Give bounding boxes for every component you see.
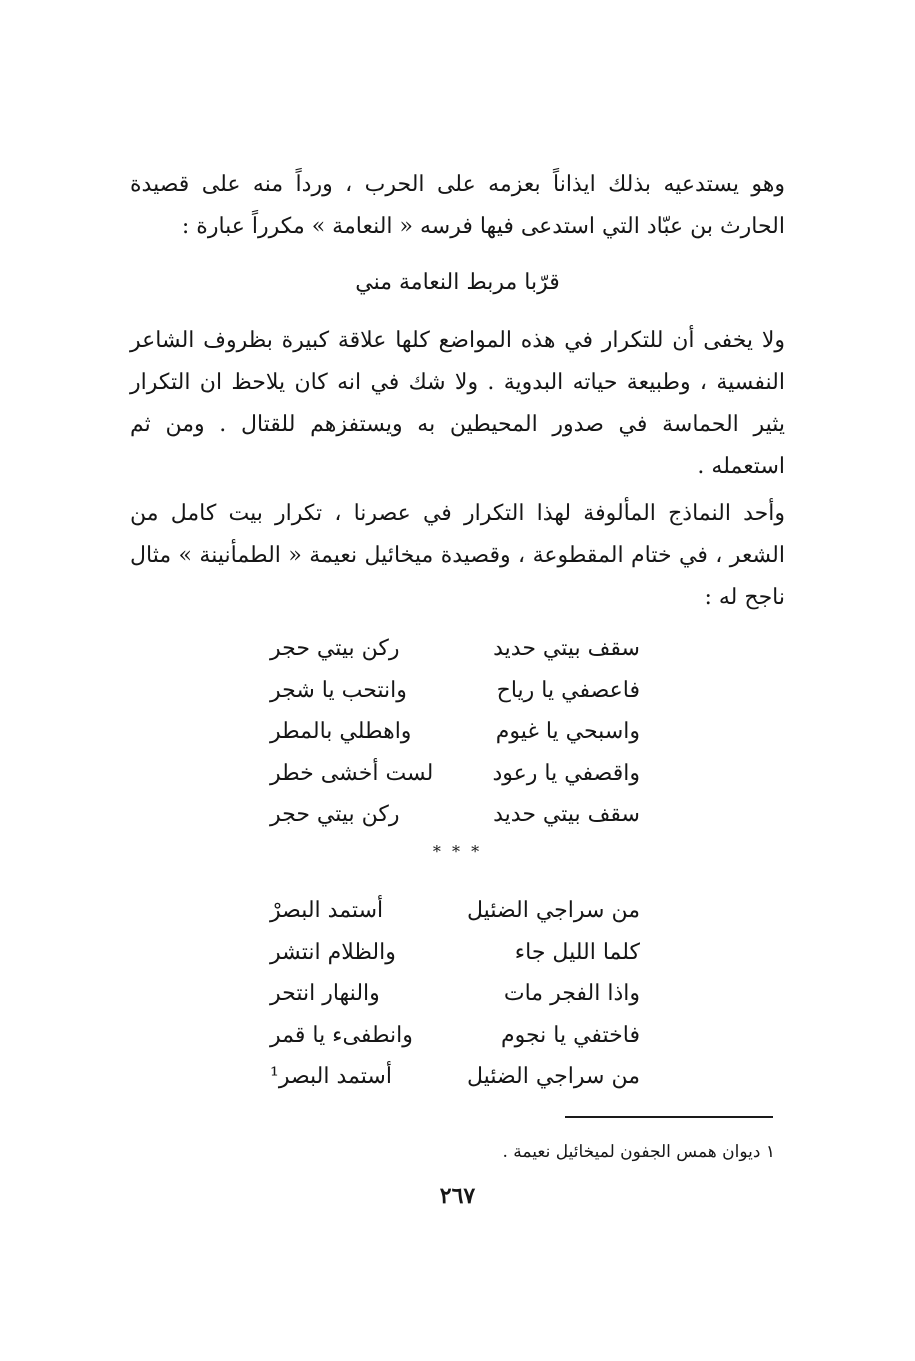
stanza-separator: * * *	[432, 842, 483, 861]
verse-second-hemistich: وانتحب يا شجر	[270, 677, 407, 703]
quoted-verse: قرّبا مربط النعامة مني	[355, 270, 560, 295]
footnote-divider	[565, 1116, 773, 1118]
verse-second-hemistich: وانطفىء يا قمر	[270, 1022, 413, 1048]
verse-first-hemistich: فاختفي يا نجوم	[500, 1022, 640, 1048]
poem-verse	[270, 753, 640, 795]
poem-stanza-2	[270, 890, 640, 1098]
verse-second-hemistich: والنهار انتحر	[270, 981, 380, 1006]
poem-verse	[270, 794, 640, 836]
paragraph-3: وأحد النماذج المألوفة لهذا التكرار في عصرنا ، تكرار بيت كامل من الشعر ، في ختام المقطوعة ، وقصيدة ميخائيل نعيمة « الطمأنينة » مثال ناجح له :	[130, 501, 785, 610]
page-number: ٢٦٧	[439, 1183, 476, 1209]
verse-first-hemistich: كلما الليل جاء	[514, 939, 640, 965]
verse-first-hemistich: واسبحي يا غيوم	[495, 719, 640, 744]
footnote: ١ ديوان همس الجفون لميخائيل نعيمة .	[502, 1142, 775, 1162]
poem-verse	[270, 1015, 640, 1057]
poem-verse	[270, 890, 640, 932]
paragraph-1: وهو يستدعيه بذلك ايذاناً بعزمه على الحرب ، ورداً منه على قصيدة الحارث بن عبّاد التي استدعى فيها فرسه « النعامة » مكرراً عبارة :	[130, 172, 785, 239]
poem-verse	[270, 628, 640, 670]
verse-second-hemistich: والظلام انتشر	[270, 939, 396, 965]
poem-verse	[270, 1056, 640, 1098]
poem-verse	[270, 670, 640, 712]
verse-first-hemistich: واقصفي يا رعود	[492, 760, 640, 786]
verse-second-hemistich: ركن بيتي حجر	[270, 636, 400, 661]
verse-first-hemistich: سقف بيتي حديد	[493, 636, 640, 661]
verse-first-hemistich: فاعصفي يا رياح	[496, 677, 640, 703]
verse-second-hemistich: ركن بيتي حجر	[270, 802, 400, 827]
verse-first-hemistich: واذا الفجر مات	[503, 981, 640, 1006]
poem-stanza-1	[270, 628, 640, 836]
verse-first-hemistich: من سراجي الضئيل	[467, 898, 640, 923]
verse-second-hemistich: أستمد البصر¹	[270, 1064, 392, 1089]
poem-verse	[270, 932, 640, 974]
verse-first-hemistich: من سراجي الضئيل	[467, 1064, 640, 1089]
verse-second-hemistich: أستمد البصرْ	[270, 898, 384, 923]
verse-first-hemistich: سقف بيتي حديد	[493, 802, 640, 827]
poem-verse	[270, 711, 640, 753]
paragraph-2: ولا يخفى أن للتكرار في هذه المواضع كلها علاقة كبيرة بظروف الشاعر النفسية ، وطبيعة حياته البدوية . ولا شك في انه كان يلاحظ ان التكرار يثير الحماسة في صدور المحيطين به ويستفزهم للقتال . ومن ثم استعمله .	[130, 328, 785, 479]
verse-second-hemistich: لست أخشى خطر	[270, 760, 434, 786]
verse-second-hemistich: واهطلي بالمطر	[270, 719, 412, 744]
poem-verse	[270, 973, 640, 1015]
